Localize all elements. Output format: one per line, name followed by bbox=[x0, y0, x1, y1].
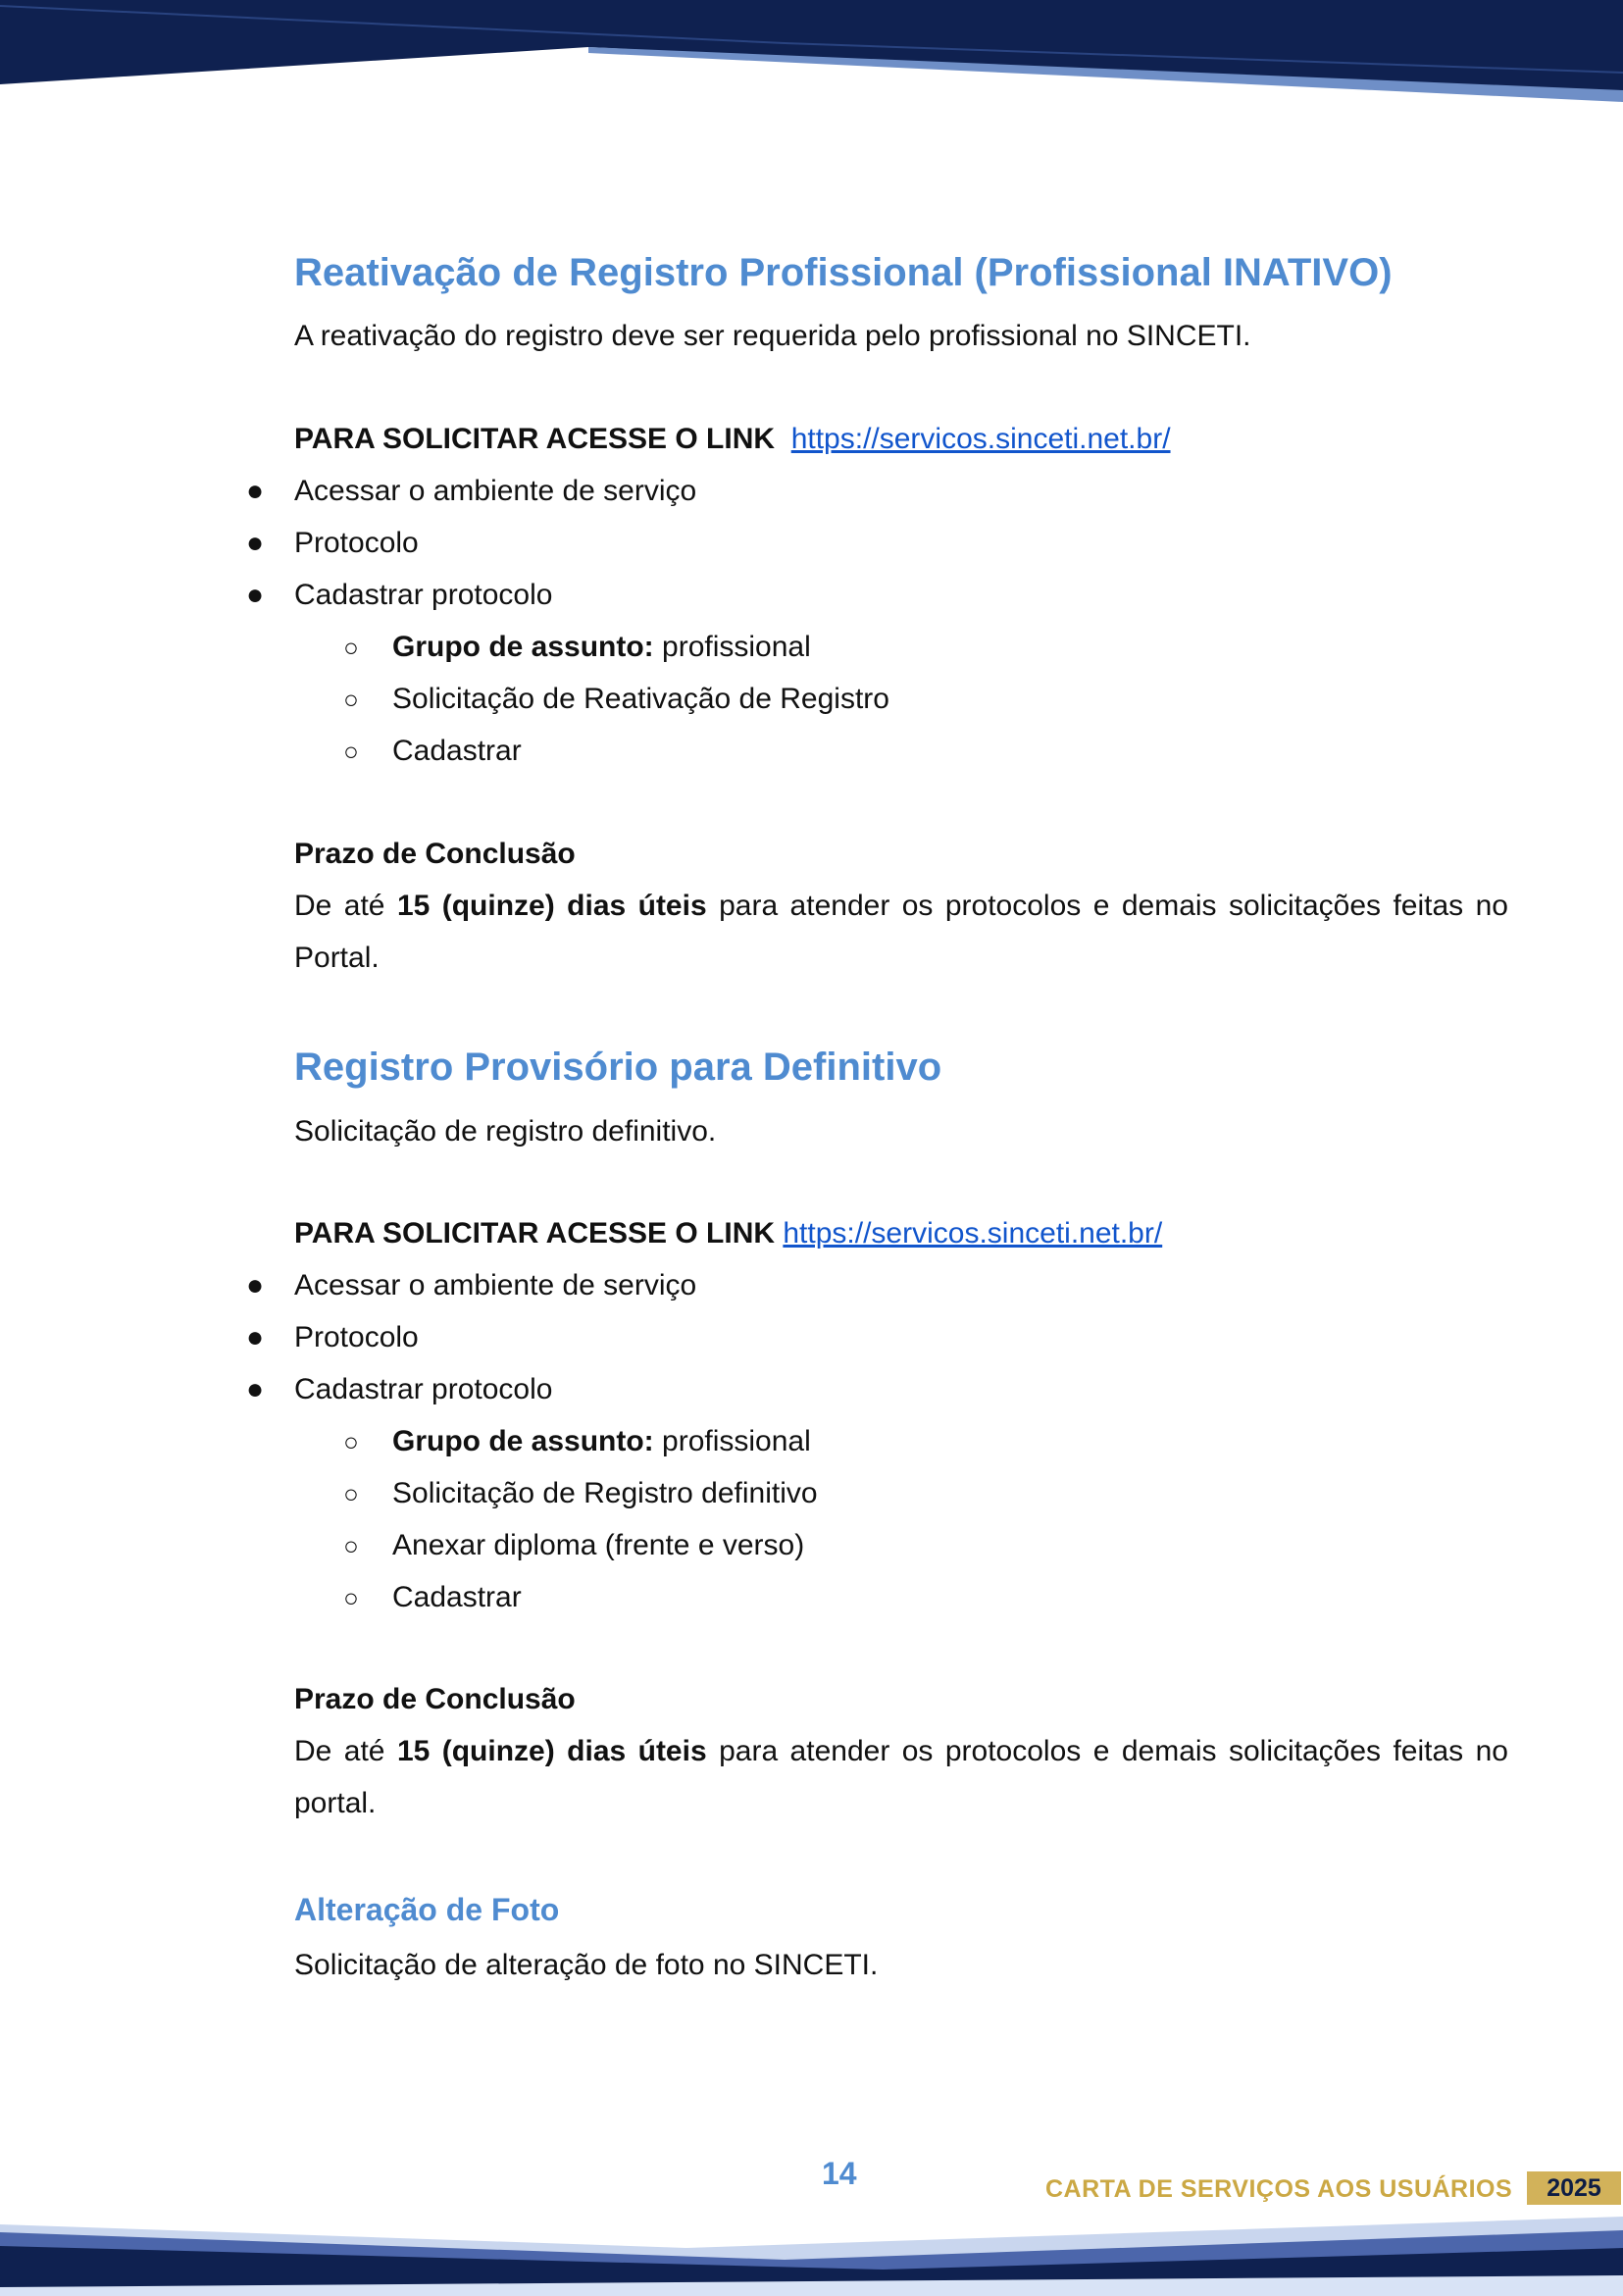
sub-list-item: ○ Grupo de assunto: profissional bbox=[392, 1422, 811, 1461]
deadline-text: De até 15 (quinze) dias úteis para atender os protocolos e demais solicitações feitas no Portal. bbox=[294, 890, 1508, 974]
section-registro-title: Registro Provisório para Definitivo bbox=[294, 1046, 942, 1089]
bullet-dot-icon: ● bbox=[245, 1373, 265, 1405]
deadline-text: De até 15 (quinze) dias úteis para atender os protocolos e demais solicitações feitas no portal. bbox=[294, 1735, 1508, 1819]
page-number: 14 bbox=[822, 2156, 857, 2191]
bullet-dot-icon: ● bbox=[245, 527, 265, 559]
section-foto-title: Alteração de Foto bbox=[294, 1892, 560, 1927]
footer-band bbox=[0, 2207, 1623, 2296]
sub-list-item: ○ Cadastrar bbox=[392, 1578, 522, 1617]
bullet-dot-icon: ● bbox=[245, 579, 265, 611]
bullet-dot-icon: ● bbox=[245, 1321, 265, 1353]
bullet-dot-icon: ● bbox=[245, 1269, 265, 1301]
list-item: ● Protocolo bbox=[294, 524, 419, 563]
sub-list-item: ○ Solicitação de Registro definitivo bbox=[392, 1474, 818, 1513]
bullet-circle-icon: ○ bbox=[343, 1583, 359, 1612]
header-band bbox=[0, 0, 1623, 118]
list-item: ● Cadastrar protocolo bbox=[294, 1370, 552, 1409]
sub-list-item: ○ Solicitação de Reativação de Registro bbox=[392, 680, 889, 719]
list-item: ● Acessar o ambiente de serviço bbox=[294, 472, 696, 511]
solicit-label: PARA SOLICITAR ACESSE O LINK bbox=[294, 1217, 776, 1250]
bullet-circle-icon: ○ bbox=[343, 685, 359, 714]
bullet-dot-icon: ● bbox=[245, 475, 265, 507]
footer-title: CARTA DE SERVIÇOS AOS USUÁRIOS bbox=[1045, 2175, 1513, 2203]
section-reativacao-intro: A reativação do registro deve ser requerida pelo profissional no SINCETI. bbox=[294, 320, 1251, 352]
solicit-label: PARA SOLICITAR ACESSE O LINK bbox=[294, 423, 776, 455]
service-link[interactable]: https://servicos.sinceti.net.br/ bbox=[790, 423, 1171, 455]
sub-list-item: ○ Anexar diploma (frente e verso) bbox=[392, 1526, 804, 1565]
sub-list-item: ○ Grupo de assunto: profissional bbox=[392, 628, 811, 667]
section-reativacao-title: Reativação de Registro Profissional (Profissional INATIVO) bbox=[294, 251, 1393, 294]
list-item: ● Protocolo bbox=[294, 1318, 419, 1357]
sub-list-item: ○ Cadastrar bbox=[392, 732, 522, 771]
bullet-circle-icon: ○ bbox=[343, 1427, 359, 1456]
bullet-circle-icon: ○ bbox=[343, 633, 359, 662]
deadline-title: Prazo de Conclusão bbox=[294, 1683, 576, 1715]
bullet-circle-icon: ○ bbox=[343, 1479, 359, 1508]
solicit-line bbox=[294, 420, 1171, 459]
list-item: ● Cadastrar protocolo bbox=[294, 576, 552, 615]
section-foto-intro: Solicitação de alteração de foto no SINCETI. bbox=[294, 1949, 879, 1981]
deadline-title: Prazo de Conclusão bbox=[294, 838, 576, 870]
footer-year-badge: 2025 bbox=[1527, 2171, 1621, 2205]
solicit-line bbox=[294, 1214, 1162, 1253]
list-item: ● Acessar o ambiente de serviço bbox=[294, 1266, 696, 1305]
service-link[interactable]: https://servicos.sinceti.net.br/ bbox=[783, 1217, 1163, 1250]
bullet-circle-icon: ○ bbox=[343, 737, 359, 766]
bullet-circle-icon: ○ bbox=[343, 1531, 359, 1560]
section-registro-intro: Solicitação de registro definitivo. bbox=[294, 1115, 717, 1148]
